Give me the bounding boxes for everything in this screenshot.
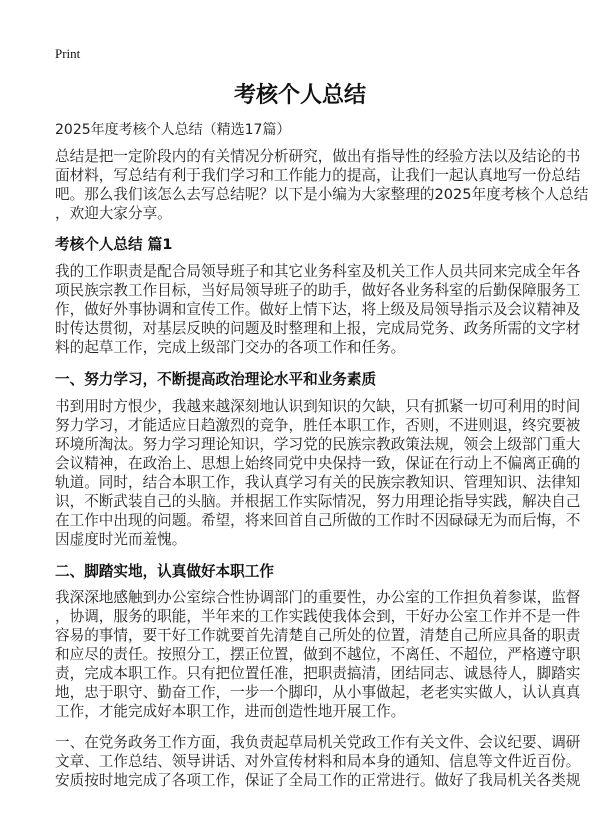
text-line: 料的起草工作，完成上级部门交办的各项工作和任务。 [55,339,406,356]
intro-paragraph [55,147,588,223]
text-line: 在工作中出现的问题。希望，将来回首自己所做的工作时不因碌碌无为而后悔，不 [55,512,581,529]
paragraph-4 [55,733,580,790]
print-link[interactable]: Print [55,46,81,61]
text-line: 时传达贯彻，对基层反映的问题及时整理和上报，完成局党务、政务所需的文字材 [55,320,581,337]
paragraph-3 [55,588,580,721]
text-line: 一、在党务政务工作方面，我负责起草局机关党政工作有关文件、会议纪要、调研 [55,734,581,751]
text-line: 文章、工作总结、领导讲话、对外宣传材料和局本身的通知、信息等文件近百份。 [55,753,581,770]
text-line: 吧。那么我们该怎么去写总结呢？以下是小编为大家整理的2025年度考核个人总结 [55,186,589,203]
text-line: 容易的事情，要干好工作就要首先清楚自己所处的位置，清楚自己所应具备的职责 [55,627,581,644]
text-line: 面材料，写总结有利于我们学习和工作能力的提高，让我们一起认真地写一份总结 [55,167,581,184]
text-line: 努力学习，才能适应日趋激烈的竞争，胜任本职工作，否则，不进则退，终究要被 [55,417,581,434]
text-line: 环境所淘汰。努力学习理论知识，学习党的民族宗教政策法规，领会上级部门重大 [55,436,581,453]
text-line: 我的工作职责是配合局领导班子和其它业务科室及机关工作人员共同来完成全年各 [55,263,581,280]
heading-study: 一、努力学习，不断提高政治理论水平和业务素质 [55,371,377,388]
text-line: ，欢迎大家分享。 [55,205,172,222]
text-line: 我深深地感触到办公室综合性协调部门的重要性，办公室的工作担负着参谋，监督 [55,589,581,606]
text-line: 因虚度时光而羞愧。 [55,531,187,548]
text-line: 总结是把一定阶段内的有关情况分析研究，做出有指导性的经验方法以及结论的书 [55,148,581,165]
text-line: 安质按时地完成了各项工作，保证了全局工作的正常进行。做好了我局机关各类规 [55,772,581,789]
text-line: 和应尽的责任。按照分工，摆正位置，做到不越位，不离任、不超位，严格遵守职 [55,646,581,663]
text-line: 地，忠于职守、勤奋工作，一步一个脚印，从小事做起，老老实实做人，认认真真 [55,684,581,701]
section-heading: 考核个人总结 篇1 [55,236,173,253]
subtitle: 2025年度考核个人总结（精选17篇） [55,122,291,138]
paragraph-2 [55,397,580,549]
page-title: 考核个人总结 [233,83,366,108]
text-line: 作，做好外事协调和宣传工作。做好上情下达，将上级及局领导指示及会议精神及 [55,301,581,318]
text-line: ，协调，服务的职能，半年来的工作实践使我体会到，干好办公室工作并不是一件 [55,608,581,625]
text-line: 识，不断武装自己的头脑。并根据工作实际情况，努力用理论指导实践，解决自己 [55,493,581,510]
text-line: 项民族宗教工作目标，当好局领导班子的助手，做好各业务科室的后勤保障服务工 [55,282,581,299]
text-line: 书到用时方恨少，我越来越深刻地认识到知识的欠缺，只有抓紧一切可利用的时间 [55,398,581,415]
text-line: 轨道。同时，结合本职工作，我认真学习有关的民族宗教知识、管理知识、法律知 [55,474,581,491]
text-line: 工作，才能完成好本职工作，进而创造性地开展工作。 [55,703,406,720]
paragraph-1 [55,262,580,357]
text-line: 会议精神，在政治上、思想上始终同党中央保持一致，保证在行动上不偏离正确的 [55,455,581,472]
text-line: 责，完成本职工作。只有把位置任准，把职责搞清，团结同志、诚恳待人，脚踏实 [55,665,581,682]
heading-work: 二、脚踏实地，认真做好本职工作 [55,563,274,580]
